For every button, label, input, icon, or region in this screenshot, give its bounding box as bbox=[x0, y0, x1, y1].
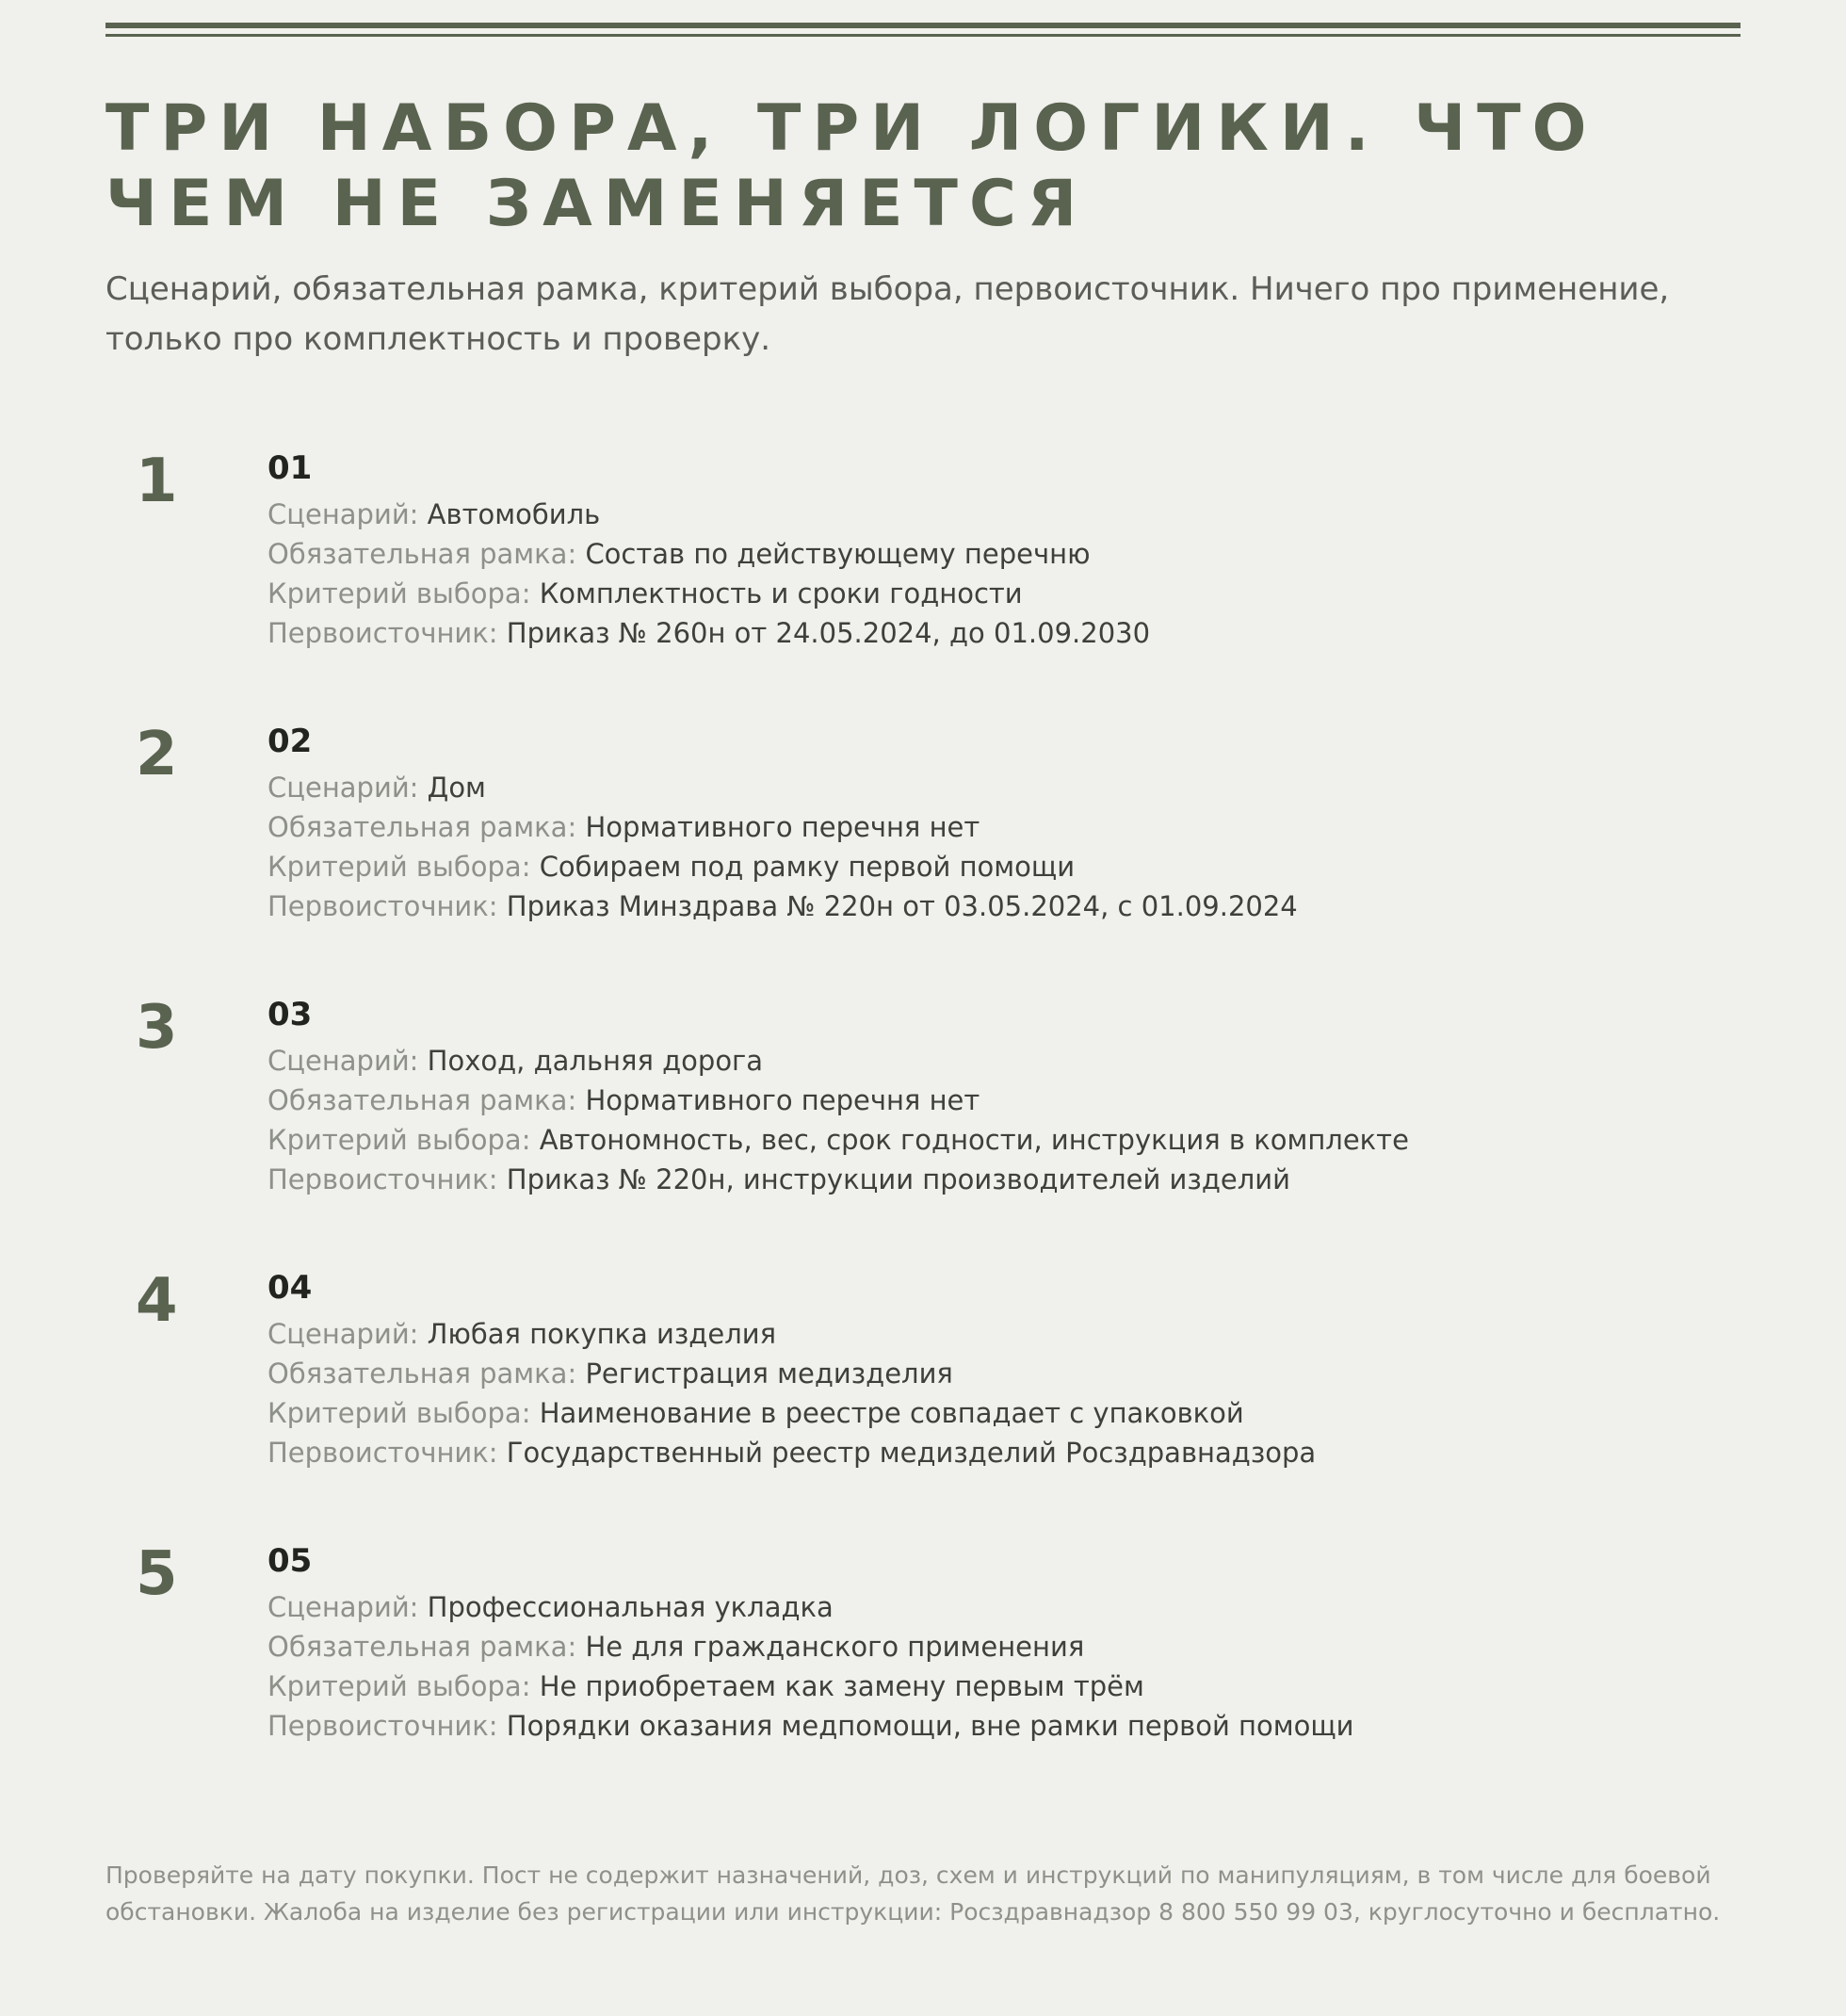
row-value: Дом bbox=[427, 772, 486, 804]
row-label: Сценарий: bbox=[267, 498, 419, 530]
page-subtitle: Сценарий, обязательная рамка, критерий выбора, первоисточник. Ничего про применение, только про комплектность и проверку. bbox=[105, 270, 1670, 358]
row-label: Сценарий: bbox=[267, 1045, 419, 1077]
item-code: 04 bbox=[267, 1269, 313, 1307]
row-value: Приказ № 220н, инструкции производителей изделий bbox=[506, 1163, 1290, 1195]
row-label: Первоисточник: bbox=[267, 1710, 498, 1742]
row-value: Не приобретаем как замену первым трём bbox=[539, 1670, 1144, 1702]
row-value: Порядки оказания медпомощи, вне рамки первой помощи bbox=[506, 1710, 1354, 1742]
item-number: 5 bbox=[136, 1539, 178, 1609]
row-value: Состав по действующему перечню bbox=[585, 538, 1091, 570]
row-scenario bbox=[267, 1314, 1316, 1354]
row-scenario bbox=[267, 495, 1150, 534]
item-body bbox=[267, 447, 1150, 653]
item-body bbox=[267, 994, 1409, 1199]
row-criterion bbox=[267, 574, 1150, 613]
item-code: 03 bbox=[267, 996, 313, 1033]
list-item bbox=[105, 721, 1741, 994]
row-scenario bbox=[267, 768, 1298, 807]
row-frame bbox=[267, 807, 1298, 847]
row-frame bbox=[267, 1081, 1409, 1120]
page-title: ТРИ НАБОРА, ТРИ ЛОГИКИ. ЧТО ЧЕМ НЕ ЗАМЕНЯЕТСЯ bbox=[105, 91, 1598, 241]
item-number: 1 bbox=[136, 447, 178, 516]
row-label: Обязательная рамка: bbox=[267, 1084, 577, 1116]
item-number: 4 bbox=[136, 1266, 178, 1336]
row-criterion bbox=[267, 847, 1298, 886]
row-value: Наименование в реестре совпадает с упаковкой bbox=[539, 1397, 1244, 1429]
row-label: Сценарий: bbox=[267, 1318, 419, 1350]
row-criterion bbox=[267, 1393, 1316, 1433]
row-scenario bbox=[267, 1587, 1354, 1627]
row-value: Автономность, вес, срок годности, инструкция в комплекте bbox=[539, 1124, 1409, 1156]
row-value: Государственный реестр медизделий Росздравнадзора bbox=[506, 1437, 1317, 1469]
row-value: Любая покупка изделия bbox=[427, 1318, 777, 1350]
row-label: Обязательная рамка: bbox=[267, 1358, 577, 1390]
item-body bbox=[267, 1267, 1316, 1472]
list-item bbox=[105, 1540, 1741, 1813]
list-item bbox=[105, 447, 1741, 721]
item-code: 01 bbox=[267, 449, 313, 487]
row-label: Критерий выбора: bbox=[267, 1397, 531, 1429]
row-label: Первоисточник: bbox=[267, 617, 498, 649]
page bbox=[105, 23, 1741, 1930]
item-number: 2 bbox=[136, 720, 178, 789]
row-label: Первоисточник: bbox=[267, 890, 498, 922]
row-value: Нормативного перечня нет bbox=[585, 811, 980, 843]
footer-note: Проверяйте на дату покупки. Пост не содержит назначений, доз, схем и инструкций по манипуляциям, в том числе для боевой обстановки. Жалоба на изделие без регистрации или инструкции: Росздравнадзор 8 800 550 99 03, круглосуточно и бесплатно. bbox=[105, 1862, 1721, 1926]
list-item bbox=[105, 994, 1741, 1267]
row-frame bbox=[267, 1627, 1354, 1666]
row-label: Обязательная рамка: bbox=[267, 538, 577, 570]
row-label: Критерий выбора: bbox=[267, 851, 531, 883]
row-value: Регистрация медизделия bbox=[585, 1358, 953, 1390]
row-label: Обязательная рамка: bbox=[267, 811, 577, 843]
row-source bbox=[267, 613, 1150, 653]
row-label: Первоисточник: bbox=[267, 1437, 498, 1469]
row-value: Собираем под рамку первой помощи bbox=[539, 851, 1076, 883]
row-label: Сценарий: bbox=[267, 772, 419, 804]
items-list bbox=[105, 447, 1741, 1813]
row-label: Первоисточник: bbox=[267, 1163, 498, 1195]
row-value: Приказ № 260н от 24.05.2024, до 01.09.2030 bbox=[506, 617, 1151, 649]
item-body bbox=[267, 721, 1298, 926]
item-code: 05 bbox=[267, 1542, 313, 1580]
row-frame bbox=[267, 1354, 1316, 1393]
item-body bbox=[267, 1540, 1354, 1746]
row-value: Поход, дальняя дорога bbox=[427, 1045, 764, 1077]
row-label: Сценарий: bbox=[267, 1591, 419, 1623]
row-source bbox=[267, 1160, 1409, 1199]
row-source bbox=[267, 1433, 1316, 1472]
row-frame bbox=[267, 534, 1150, 574]
row-value: Не для гражданского применения bbox=[585, 1631, 1085, 1663]
row-scenario bbox=[267, 1041, 1409, 1081]
list-item bbox=[105, 1267, 1741, 1540]
row-source bbox=[267, 886, 1298, 926]
row-source bbox=[267, 1706, 1354, 1746]
item-number: 3 bbox=[136, 993, 178, 1063]
row-value: Комплектность и сроки годности bbox=[539, 577, 1023, 610]
row-value: Профессиональная укладка bbox=[427, 1591, 834, 1623]
top-rule bbox=[105, 23, 1741, 37]
row-label: Критерий выбора: bbox=[267, 1670, 531, 1702]
row-label: Обязательная рамка: bbox=[267, 1631, 577, 1663]
row-criterion bbox=[267, 1666, 1354, 1706]
row-value: Автомобиль bbox=[427, 498, 601, 530]
row-value: Нормативного перечня нет bbox=[585, 1084, 980, 1116]
item-code: 02 bbox=[267, 723, 313, 760]
row-value: Приказ Минздрава № 220н от 03.05.2024, с 01.09.2024 bbox=[506, 890, 1298, 922]
row-criterion bbox=[267, 1120, 1409, 1160]
row-label: Критерий выбора: bbox=[267, 1124, 531, 1156]
row-label: Критерий выбора: bbox=[267, 577, 531, 610]
